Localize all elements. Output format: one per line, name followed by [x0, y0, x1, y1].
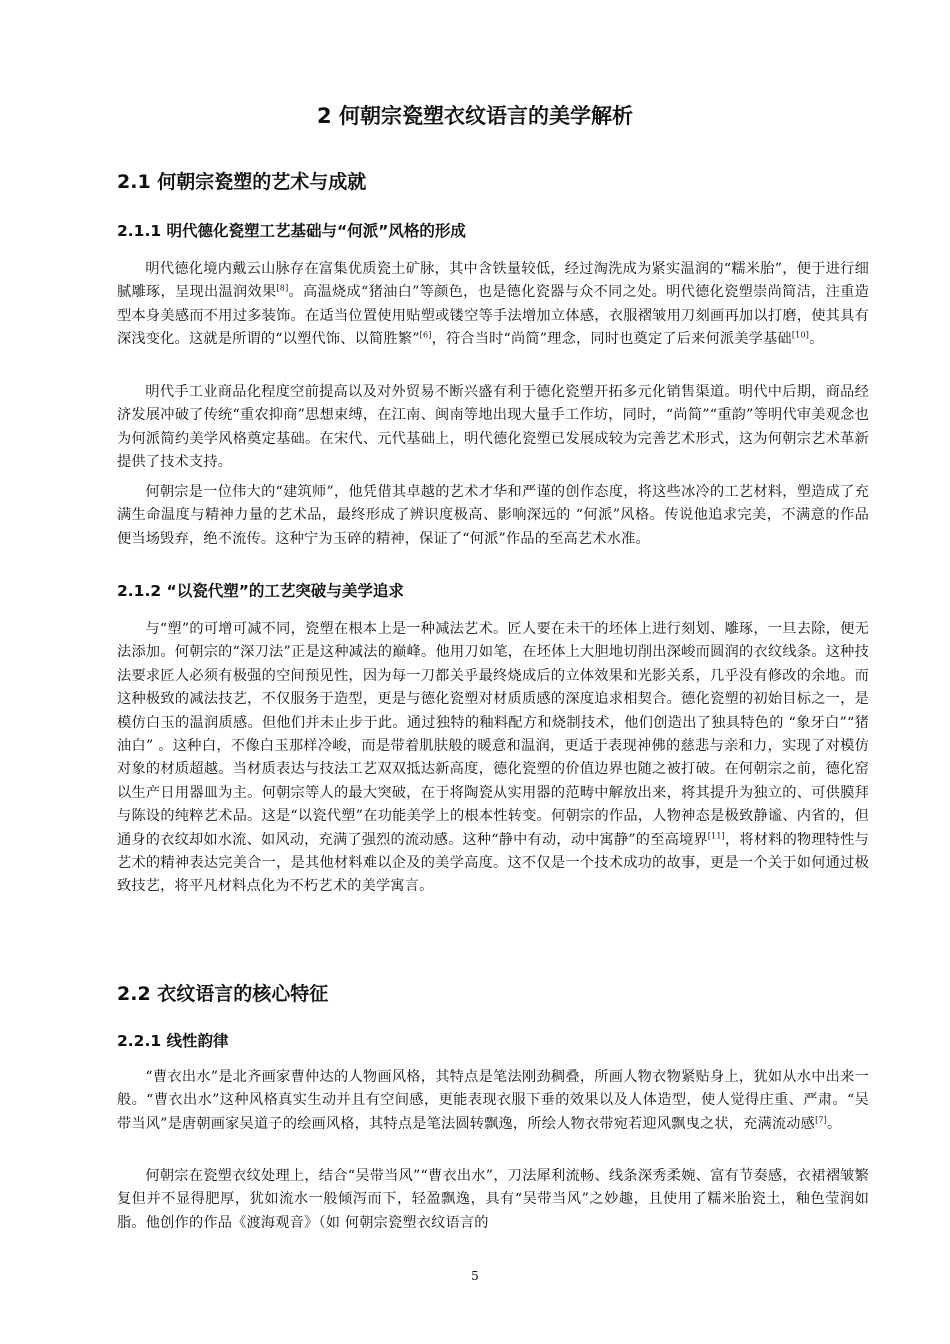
paragraph-2-1-1-3: 何朝宗是一位伟大的“建筑师”，他凭借其卓越的艺术才华和严谨的创作态度，将这些冰冷的工艺材料，塑造成了充满生命温度与精神力量的艺术品，最终形成了辨识度极高、影响深远的 “何派”风格。传说他追求完美，不满意的作品便当场毁弃，绝不流传。这种宁为玉碎的精神，保证了“何派”作品的至高艺术水准。 [117, 484, 869, 547]
paragraph-2-1-2-1: 与“塑”的可增可减不同，瓷塑在根本上是一种减法艺术。匠人要在未干的坯体上进行刻划、雕琢，一旦去除，便无法添加。何朝宗的“深刀法”正是这种减法的巅峰。他用刀如笔，在坯体上大胆地切削出深峻而圆润的衣纹线条。这种技法要求匠人必须有极强的空间预见性，因为每一刀都关乎最终烧成后的立体效果和光影关系，几乎没有修改的余地。而这种极致的减法技艺，不仅服务于造型，更是与德化瓷塑对材质质感的深度追求相契合。德化瓷塑的初始目标之一，是模仿白玉的温润质感。但他们并未止步于此。通过独特的釉料配方和烧制技术，他们创造出了独具特色的 “象牙白”“猪油白” 。这种白，不像白玉那样冷峻，而是带着肌肤般的暖意和温润，更适于表现神佛的慈悲与亲和力，实现了对模仿对象的材质超越。当材质表达与技法工艺双双抵达新高度，德化瓷塑的价值边界也随之被打破。在何朝宗之前，德化窑以生产日用器皿为主。何朝宗等人的最大突破，在于将陶瓷从实用器的范畴中解放出来，将其提升为独立的、可供膜拜与陈设的纯粹艺术品。这是“以瓷代塑”在功能美学上的根本性转变。何朝宗的作品，人物神态是极致静谧、内省的，但通身的衣纹却如水流、如风动，充满了强烈的流动感。这种“静中有动，动中寓静”的至高境界[11]，将材料的物理特性与艺术的精神表达完美合一，是其他材料难以企及的美学高度。这不仅是一个技术成功的故事，更是一个关于如何通过极致技艺，将平凡材料点化为不朽艺术的美学寓言。 [117, 621, 869, 895]
chapter-title: 2 何朝宗瓷塑衣纹语言的美学解析 [317, 104, 633, 128]
section-heading-2-2: 2.2 衣纹语言的核心特征 [117, 983, 329, 1005]
page-number: 5 [471, 1269, 479, 1283]
subsection-heading-2-2-1: 2.2.1 线性韵律 [117, 1032, 229, 1050]
paragraph-2-1-1-1: 明代德化境内戴云山脉存在富集优质瓷土矿脉，其中含铁量较低，经过淘洗成为紧实温润的“糯米胎”，便于进行细腻雕琢，呈现出温润效果[8]。高温烧成“猪油白”等颜色，也是德化瓷器与众不同之处。明代德化瓷塑崇尚简洁，注重造型本身美感而不用过多装饰。在适当位置使用贴塑或镂空等手法增加立体感，衣服褶皱用刀刻画再加以打磨，使其具有深浅变化。这就是所谓的“以塑代饰、以简胜繁”[6]，符合当时“尚简”理念，同时也奠定了后来何派美学基础[10]。 [117, 261, 869, 348]
citation: [10] [791, 330, 810, 340]
citation: [7] [815, 1115, 827, 1125]
section-heading-2-1: 2.1 何朝宗瓷塑的艺术与成就 [117, 171, 367, 193]
citation: [11] [707, 830, 726, 840]
citation: [6] [419, 330, 432, 340]
subsection-heading-2-1-2: 2.1.2 “以瓷代塑”的工艺突破与美学追求 [117, 582, 404, 600]
paragraph-2-1-1-2: 明代手工业商品化程度空前提高以及对外贸易不断兴盛有利于德化瓷塑开拓多元化销售渠道。明代中后期，商品经济发展冲破了传统“重农抑商”思想束缚，在江南、闽南等地出现大量手工作坊，同时，“尚简”“重韵”等明代审美观念也为何派简约美学风格奠定基础。在宋代、元代基础上，明代德化瓷塑已发展成较为完善艺术形式，这为何朝宗艺术革新提供了技术支持。 [117, 384, 869, 471]
subsection-heading-2-1-1: 2.1.1 明代德化瓷塑工艺基础与“何派”风格的形成 [117, 222, 466, 240]
citation: [8] [276, 283, 289, 293]
paragraph-2-2-1-1: “曹衣出水”是北齐画家曹仲达的人物画风格，其特点是笔法刚劲稠叠，所画人物衣物紧贴身上，犹如从水中出来一般。“曹衣出水”这种风格真实生动并且有空间感，更能表现衣服下垂的效果以及人体造型，使人觉得庄重、严肃。“吴带当风”是唐朝画家吴道子的绘画风格，其特点是笔法圆转飘逸，所绘人物衣带宛若迎风飘曳之状，充满流动感[7]。 [117, 1069, 869, 1132]
paragraph-2-2-1-2: 何朝宗在瓷塑衣纹处理上，结合“吴带当风”“曹衣出水”，刀法犀利流畅、线条深秀柔婉、富有节奏感，衣裙褶皱繁复但并不显得肥厚，犹如流水一般倾泻而下，轻盈飘逸，具有“吴带当风”之妙趣，且使用了糯米胎瓷土，釉色莹润如脂。他创作的作品《渡海观音》（如 何朝宗瓷塑衣纹语言的 [117, 1168, 869, 1231]
